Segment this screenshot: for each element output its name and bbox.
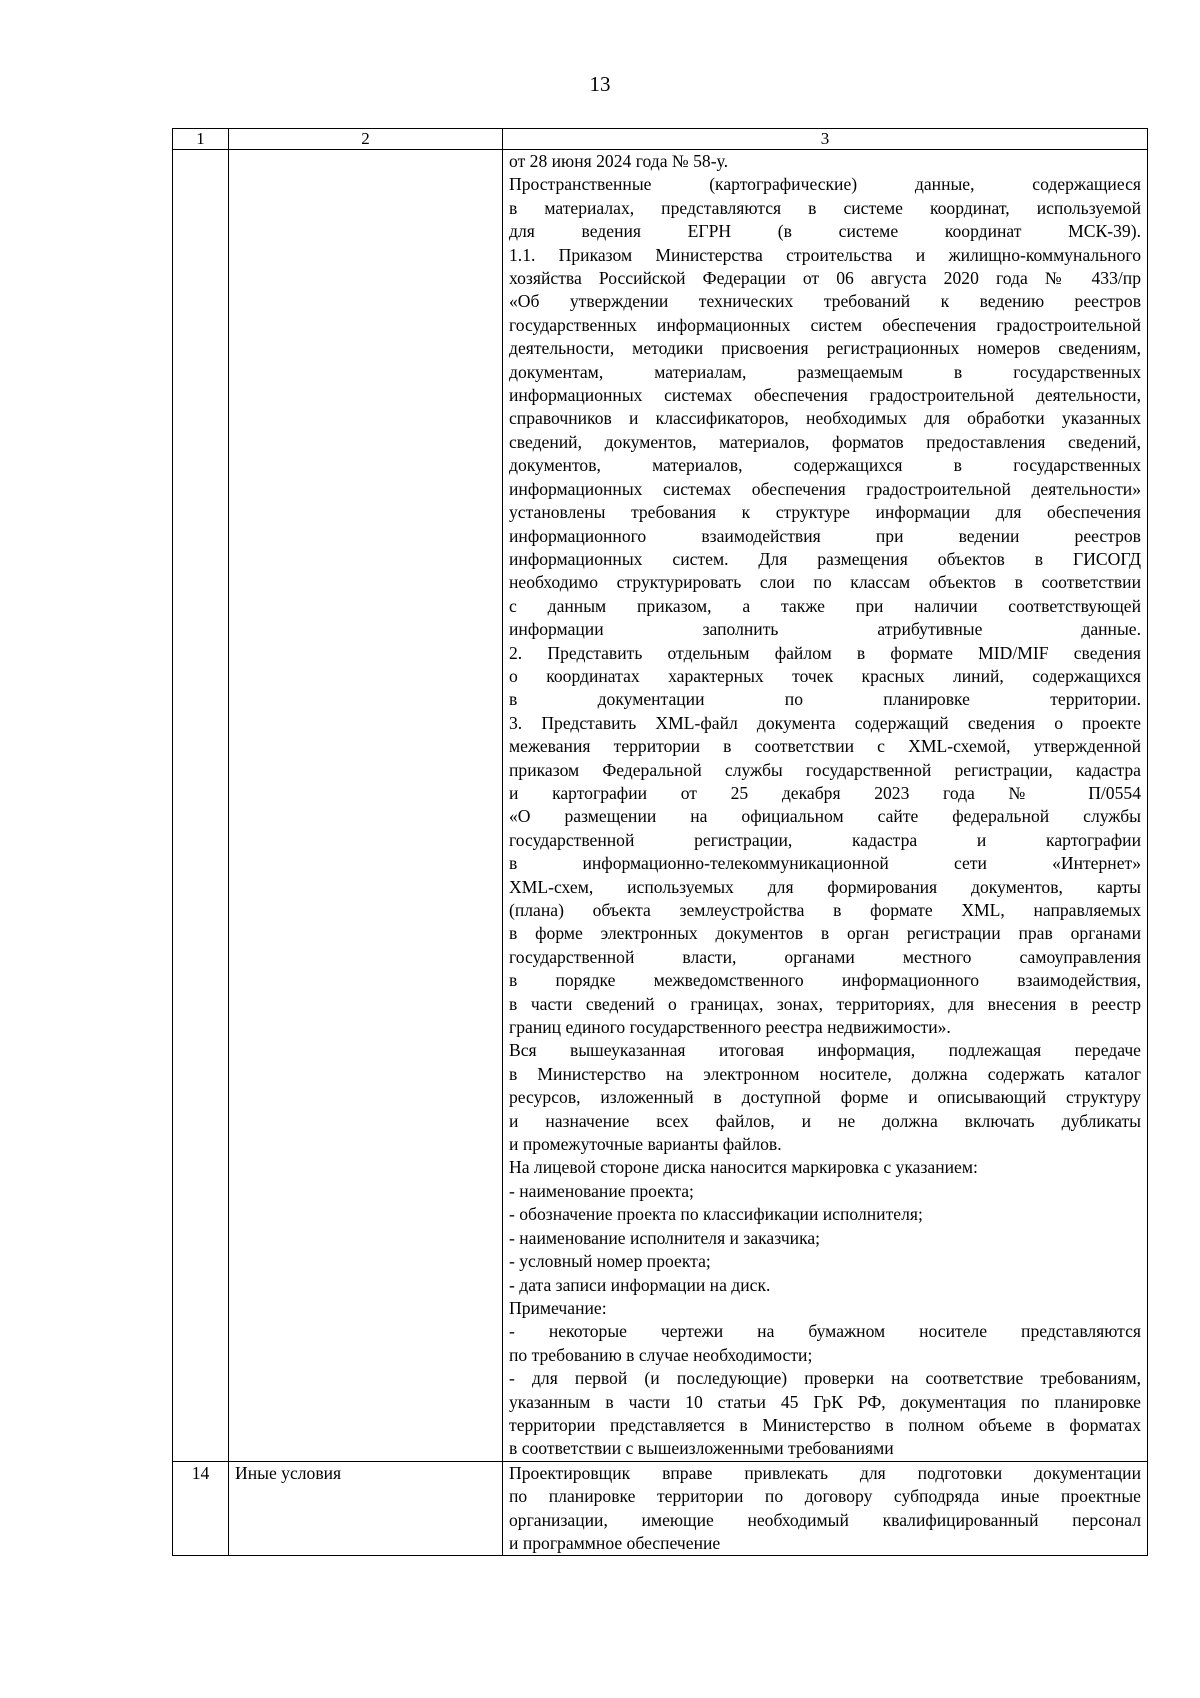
text-line: «О размещении на официальном сайте федеральной службы <box>509 806 1141 827</box>
text-line: информационных системах обеспечения градостроительной деятельности, <box>509 385 1141 406</box>
text-line: в соответствии с вышеизложенными требованиями <box>509 1438 894 1459</box>
text-line: государственной власти, органами местного самоуправления <box>509 946 1141 967</box>
text-line: и назначение всех файлов, и не должна включать дубликаты <box>509 1110 1141 1131</box>
row-name-cell: Иные условия <box>229 1461 503 1556</box>
row-number-cell <box>173 150 229 1462</box>
text-line: Вся вышеуказанная итоговая информация, подлежащая передаче <box>509 1040 1141 1061</box>
text-line: по планировке территории по договору субподряда иные проектные <box>509 1486 1141 1507</box>
text-line: (плана) объекта землеустройства в формате XML, направляемых <box>509 900 1141 920</box>
text-line: необходимо структурировать слои по классам объектов в соответствии <box>509 572 1141 593</box>
text-line: - некоторые чертежи на бумажном носителе представляются <box>509 1321 1141 1342</box>
row-content-cell <box>503 1461 1148 1556</box>
text-line: в информационно-телекоммуникационной сети «Интернет» <box>509 853 1141 874</box>
text-line: государственной регистрации, кадастра и картографии <box>509 829 1141 850</box>
row-number-cell: 14 <box>173 1461 229 1556</box>
text-line: деятельности, методики присвоения регистрационных номеров сведениям, <box>509 338 1141 359</box>
text-line: по требованию в случае необходимости; <box>509 1344 813 1365</box>
text-line: - дата записи информации на диск. <box>509 1274 771 1295</box>
text-line: информации заполнить атрибутивные данные. <box>509 619 1141 640</box>
text-line: 3. Представить XML-файл документа содержащий сведения о проекте <box>509 712 1141 733</box>
text-line: с данным приказом, а также при наличии соответствующей <box>509 595 1141 616</box>
text-line: от 28 июня 2024 года № 58-у. <box>509 151 728 171</box>
text-line: На лицевой стороне диска наносится маркировка с указанием: <box>509 1157 978 1178</box>
text-line: сведений, документов, материалов, форматов предоставления сведений, <box>509 431 1141 452</box>
text-line: приказом Федеральной службы государственной регистрации, кадастра <box>509 759 1141 780</box>
text-line: 2. Представить отдельным файлом в формате MID/MIF сведения <box>509 642 1141 663</box>
text-line: «Об утверждении технических требований к ведению реестров <box>509 291 1141 312</box>
text-line: документам, материалам, размещаемым в государственных <box>509 361 1141 382</box>
table-row-continued <box>173 150 1148 1462</box>
text-line: для ведения ЕГРН (в системе координат МСК-39). <box>509 221 1141 242</box>
table-row-14 <box>173 1461 1148 1556</box>
text-line: указанным в части 10 статьи 45 ГрК РФ, документация по планировке <box>509 1391 1141 1412</box>
text-line: документов, материалов, содержащихся в государственных <box>509 455 1141 476</box>
text-line: - обозначение проекта по классификации исполнителя; <box>509 1204 923 1225</box>
text-line: территории представляется в Министерство в полном объеме в форматах <box>509 1414 1141 1435</box>
page-number: 13 <box>589 72 611 96</box>
text-line: XML-схем, используемых для формирования документов, карты <box>509 876 1141 897</box>
text-line: в порядке межведомственного информационного взаимодействия, <box>509 970 1141 991</box>
text-line: хозяйства Российской Федерации от 06 августа 2020 года № 433/пр <box>509 268 1141 289</box>
text-line: в документации по планировке территории. <box>509 689 1141 710</box>
text-line: информационных системах обеспечения градостроительной деятельности» <box>509 478 1141 499</box>
table-header-row <box>173 129 1148 150</box>
text-line: - условный номер проекта; <box>509 1251 711 1272</box>
text-line: Проектировщик вправе привлекать для подготовки документации <box>509 1462 1141 1483</box>
text-line: установлены требования к структуре информации для обеспечения <box>509 502 1141 523</box>
text-line: о координатах характерных точек красных линий, содержащихся <box>509 665 1141 686</box>
text-line: в материалах, представляются в системе координат, используемой <box>509 197 1141 218</box>
requirements-text <box>509 150 1141 1461</box>
text-line: и программное обеспечение <box>509 1532 721 1553</box>
text-line: - наименование исполнителя и заказчика; <box>509 1227 821 1248</box>
text-line: государственных информационных систем обеспечения градостроительной <box>509 314 1141 335</box>
header-col-2: 2 <box>229 129 503 150</box>
row-name-cell <box>229 150 503 1462</box>
text-line: границ единого государственного реестра недвижимости». <box>509 1017 951 1038</box>
text-line: организации, имеющие необходимый квалифицированный персонал <box>509 1509 1141 1530</box>
header-col-1: 1 <box>173 129 229 150</box>
text-line: межевания территории в соответствии с XML-схемой, утвержденной <box>509 736 1141 757</box>
text-line: в форме электронных документов в орган регистрации прав органами <box>509 923 1141 944</box>
text-line: 1.1. Приказом Министерства строительства и жилищно-коммунального <box>509 244 1141 265</box>
text-line: Примечание: <box>509 1297 607 1318</box>
text-line: Пространственные (картографические) данные, содержащиеся <box>509 174 1141 195</box>
text-line: в части сведений о границах, зонах, территориях, для внесения в реестр <box>509 993 1141 1014</box>
header-col-3: 3 <box>503 129 1148 150</box>
requirements-table <box>172 128 1148 1556</box>
text-line: в Министерство на электронном носителе, должна содержать каталог <box>509 1063 1141 1084</box>
text-line: и картографии от 25 декабря 2023 года № П/0554 <box>509 782 1141 803</box>
text-line: и промежуточные варианты файлов. <box>509 1134 782 1155</box>
text-line: справочников и классификаторов, необходимых для обработки указанных <box>509 408 1141 429</box>
text-line: ресурсов, изложенный в доступной форме и описывающий структуру <box>509 1087 1141 1108</box>
text-line: информационных систем. Для размещения объектов в ГИСОГД <box>509 548 1141 569</box>
text-line: - наименование проекта; <box>509 1180 694 1201</box>
row-content-cell <box>503 150 1148 1462</box>
text-line: информационного взаимодействия при ведении реестров <box>509 525 1141 546</box>
other-conditions-text <box>509 1462 1141 1556</box>
text-line: - для первой (и последующие) проверки на соответствие требованиям, <box>509 1368 1141 1389</box>
